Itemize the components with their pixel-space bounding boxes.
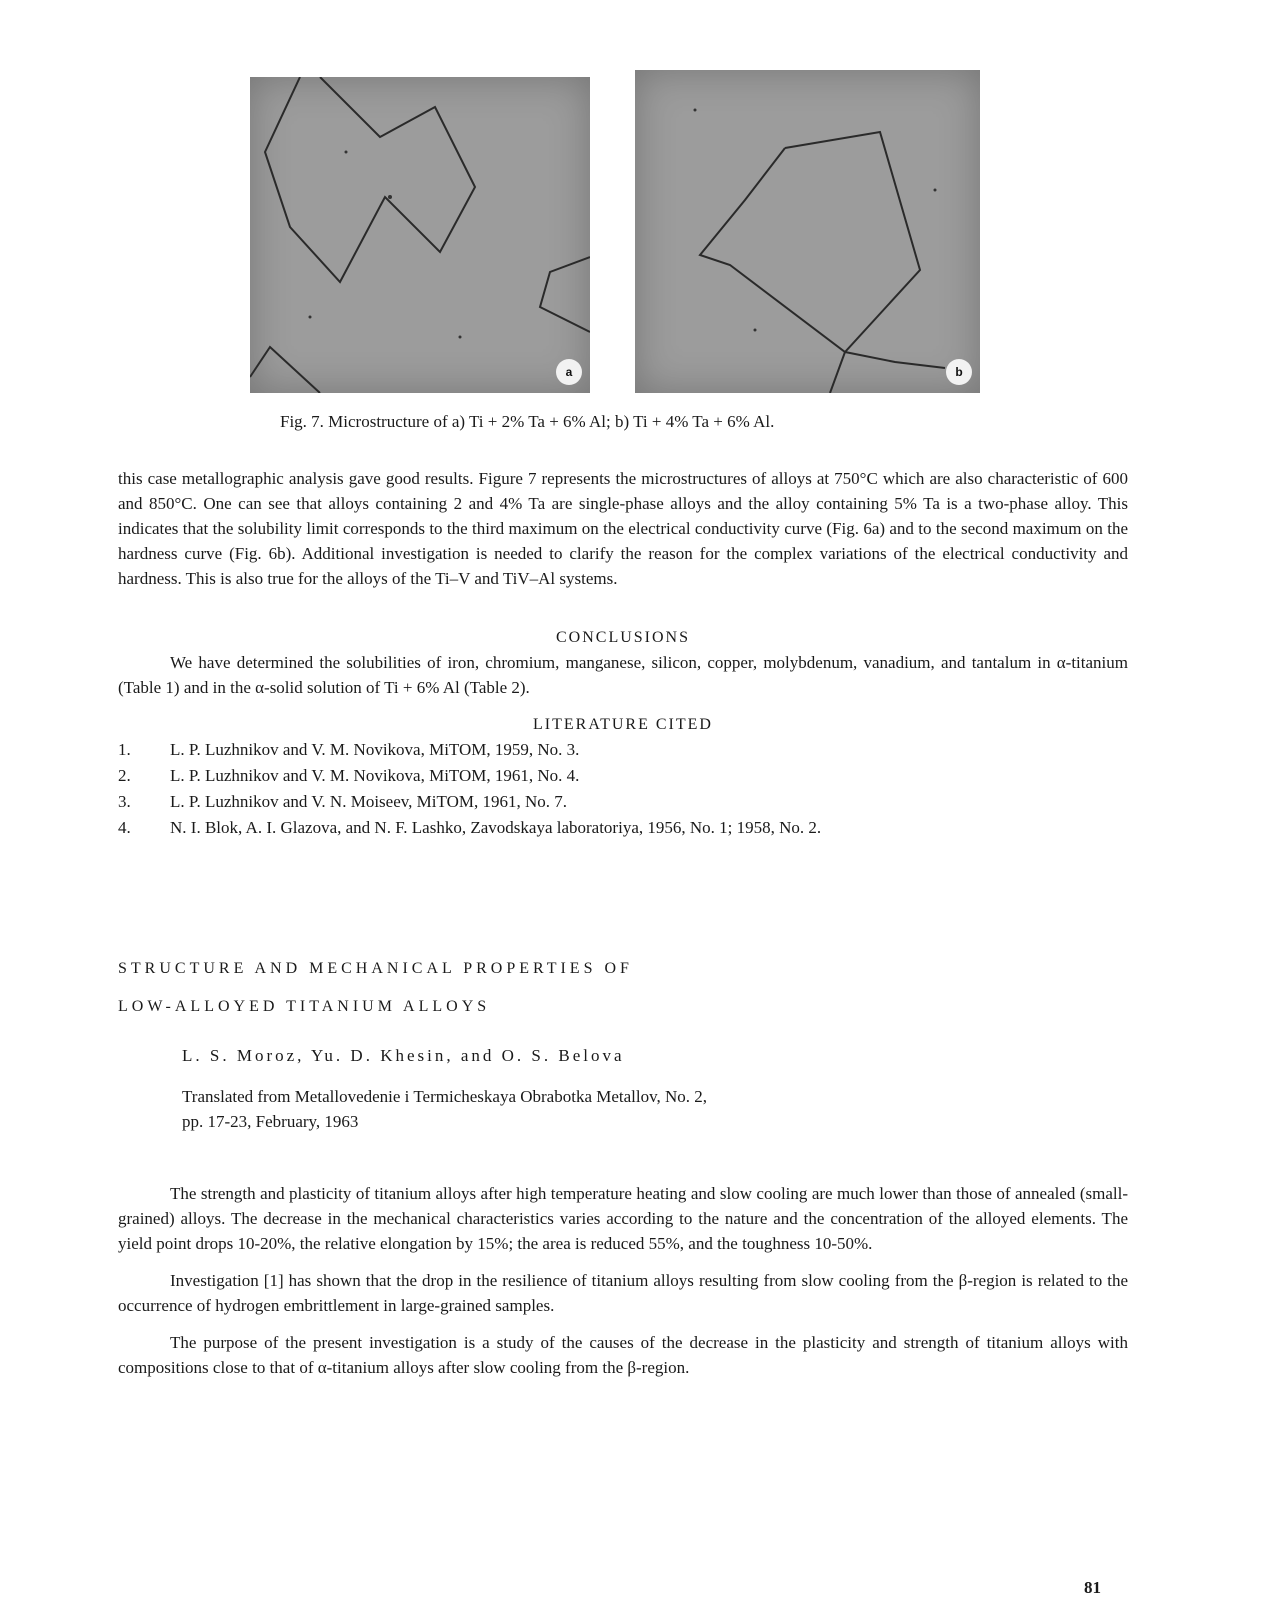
literature-section [118, 712, 1128, 841]
reference-item [118, 763, 1128, 789]
literature-heading: LITERATURE CITED [533, 716, 713, 733]
reference-number: 2. [118, 766, 131, 785]
article-authors: L. S. Moroz, Yu. D. Khesin, and O. S. Belova [182, 1046, 625, 1065]
reference-number: 3. [118, 792, 131, 811]
article-source [182, 1084, 707, 1134]
page-number: 81 [1084, 1578, 1101, 1597]
grain-boundaries-a [250, 77, 590, 393]
source-line-1: Translated from Metallovedenie i Termicheskaya Obrabotka Metallov, No. 2, [182, 1087, 708, 1106]
grain-boundaries-b [635, 70, 980, 393]
figure-label-a: a [556, 359, 582, 385]
figure-caption: Fig. 7. Microstructure of a) Ti + 2% Ta + 6% Al; b) Ti + 4% Ta + 6% Al. [280, 412, 775, 431]
reference-text: L. P. Luzhnikov and V. N. Moiseev, MiTOM, 1961, No. 7. [170, 792, 567, 811]
reference-item [118, 737, 1128, 763]
reference-number: 4. [118, 818, 131, 837]
conclusions-heading: CONCLUSIONS [555, 629, 690, 646]
body-paragraph-1: The strength and plasticity of titanium alloys after high temperature heating and slow cooling are much lower than those of annealed (small-grained) alloys. The decrease in the mechanical characteristics varies according to the nature and the concentration of the alloyed elements. The yield point drops 10-20%, the relative elongation by 15%; the area is reduced 55%, and the toughness 10-50%. [118, 1184, 1128, 1253]
conclusions-section [118, 625, 1128, 700]
reference-item [118, 815, 1128, 841]
micrograph-b [635, 70, 980, 393]
article-body [118, 1181, 1128, 1380]
source-line-2: pp. 17-23, February, 1963 [182, 1112, 359, 1131]
reference-list [118, 737, 1128, 841]
conclusions-text: We have determined the solubilities of iron, chromium, manganese, silicon, copper, molybdenum, vanadium, and tantalum in α-titanium (Table 1) and in the α-solid solution of Ti + 6% Al (Table 2). [118, 653, 1128, 697]
intro-paragraph: this case metallographic analysis gave good results. Figure 7 represents the microstructures of alloys at 750°C which are also characteristic of 600 and 850°C. One can see that alloys containing 2 and 4% Ta are single-phase alloys and the alloy containing 5% Ta is a two-phase alloy. This indicates that the solubility limit corresponds to the third maximum on the electrical conductivity curve (Fig. 6a) and to the second maximum on the hardness curve (Fig. 6b). Additional investigation is needed to clarify the reason for the complex variations of the electrical conductivity and hardness. This is also true for the alloys of the Ti–V and TiV–Al systems. [118, 469, 1128, 588]
article-title-line-1: STRUCTURE AND MECHANICAL PROPERTIES OF [118, 960, 633, 977]
figure-label-b: b [946, 359, 972, 385]
article-title-line-2: LOW-ALLOYED TITANIUM ALLOYS [118, 998, 491, 1015]
body-paragraph-3: The purpose of the present investigation is a study of the causes of the decrease in the plasticity and strength of titanium alloys with compositions close to that of α-titanium alloys after slow cooling from the β-region. [118, 1333, 1128, 1377]
micrograph-a [250, 77, 590, 393]
reference-text: L. P. Luzhnikov and V. M. Novikova, MiTOM, 1961, No. 4. [170, 766, 580, 785]
body-paragraph-2: Investigation [1] has shown that the drop in the resilience of titanium alloys resulting from slow cooling from the β-region is related to the occurrence of hydrogen embrittlement in large-grained samples. [118, 1271, 1128, 1315]
figure-7 [250, 70, 980, 400]
reference-item [118, 789, 1128, 815]
reference-text: N. I. Blok, A. I. Glazova, and N. F. Lashko, Zavodskaya laboratoriya, 1956, No. 1; 1958, No. 2. [170, 818, 822, 837]
reference-text: L. P. Luzhnikov and V. M. Novikova, MiTOM, 1959, No. 3. [170, 740, 580, 759]
reference-number: 1. [118, 740, 131, 759]
